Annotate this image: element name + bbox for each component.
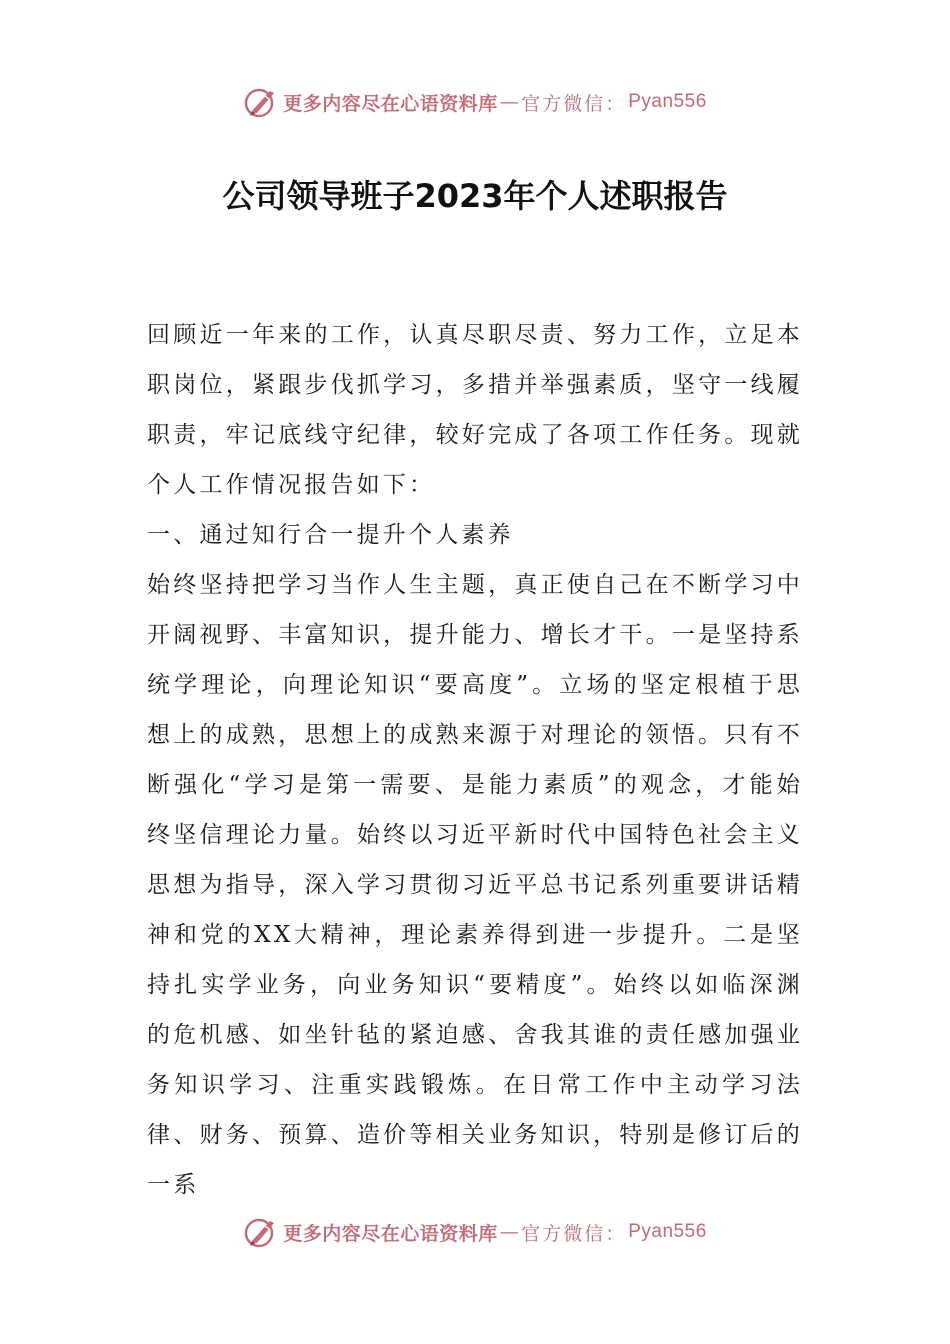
pen-logo-icon [243,1214,279,1250]
watermark-banner-bottom [0,1212,950,1252]
document-title: 公司领导班子2023年个人述职报告 [222,177,728,215]
watermark-brand: 更多内容尽在心语资料库 [283,1222,498,1245]
watermark-brand: 更多内容尽在心语资料库 [283,92,498,115]
section-heading-1: 一、通过知行合一提升个人素养 [147,522,514,548]
watermark-wechat-id: Pyan556 [628,91,707,112]
watermark-wechat-label: 官方微信： [521,1222,627,1245]
body-paragraph-intro: 回顾近一年来的工作，认真尽职尽责、努力工作，立足本职岗位，紧跟步伐抓学习，多措并举强素质，坚守一线履职责，牢记底线守纪律，较好完成了各项工作任务。现就个人工作情况报告如下： [147,322,803,498]
body-paragraph-section-1: 始终坚持把学习当作人生主题，真正使自己在不断学习中开阔视野、丰富知识，提升能力、增长才干。一是坚持系统学理论，向理论知识“要高度”。立场的坚定根植于思想上的成熟，思想上的成熟来源于对理论的领悟。只有不断强化“学习是第一需要、是能力素质”的观念，才能始终坚信理论力量。始终以习近平新时代中国特色社会主义思想为指导，深入学习贯彻习近平总书记系列重要讲话精神和党的XX大精神，理论素养得到进一步提升。二是坚持扎实学业务，向业务知识“要精度”。始终以如临深渊的危机感、如坐针毡的紧迫感、舍我其谁的责任感加强业务知识学习、注重实践锻炼。在日常工作中主动学习法律、财务、预算、造价等相关业务知识，特别是修订后的一系 [147,572,803,1198]
pen-logo-icon [243,84,279,120]
document-body [147,310,803,1210]
watermark-banner-top [0,82,950,122]
watermark-separator: — [499,1221,520,1243]
watermark-wechat-label: 官方微信： [521,92,627,115]
watermark-separator: — [499,91,520,113]
watermark-wechat-id: Pyan556 [628,1221,707,1242]
